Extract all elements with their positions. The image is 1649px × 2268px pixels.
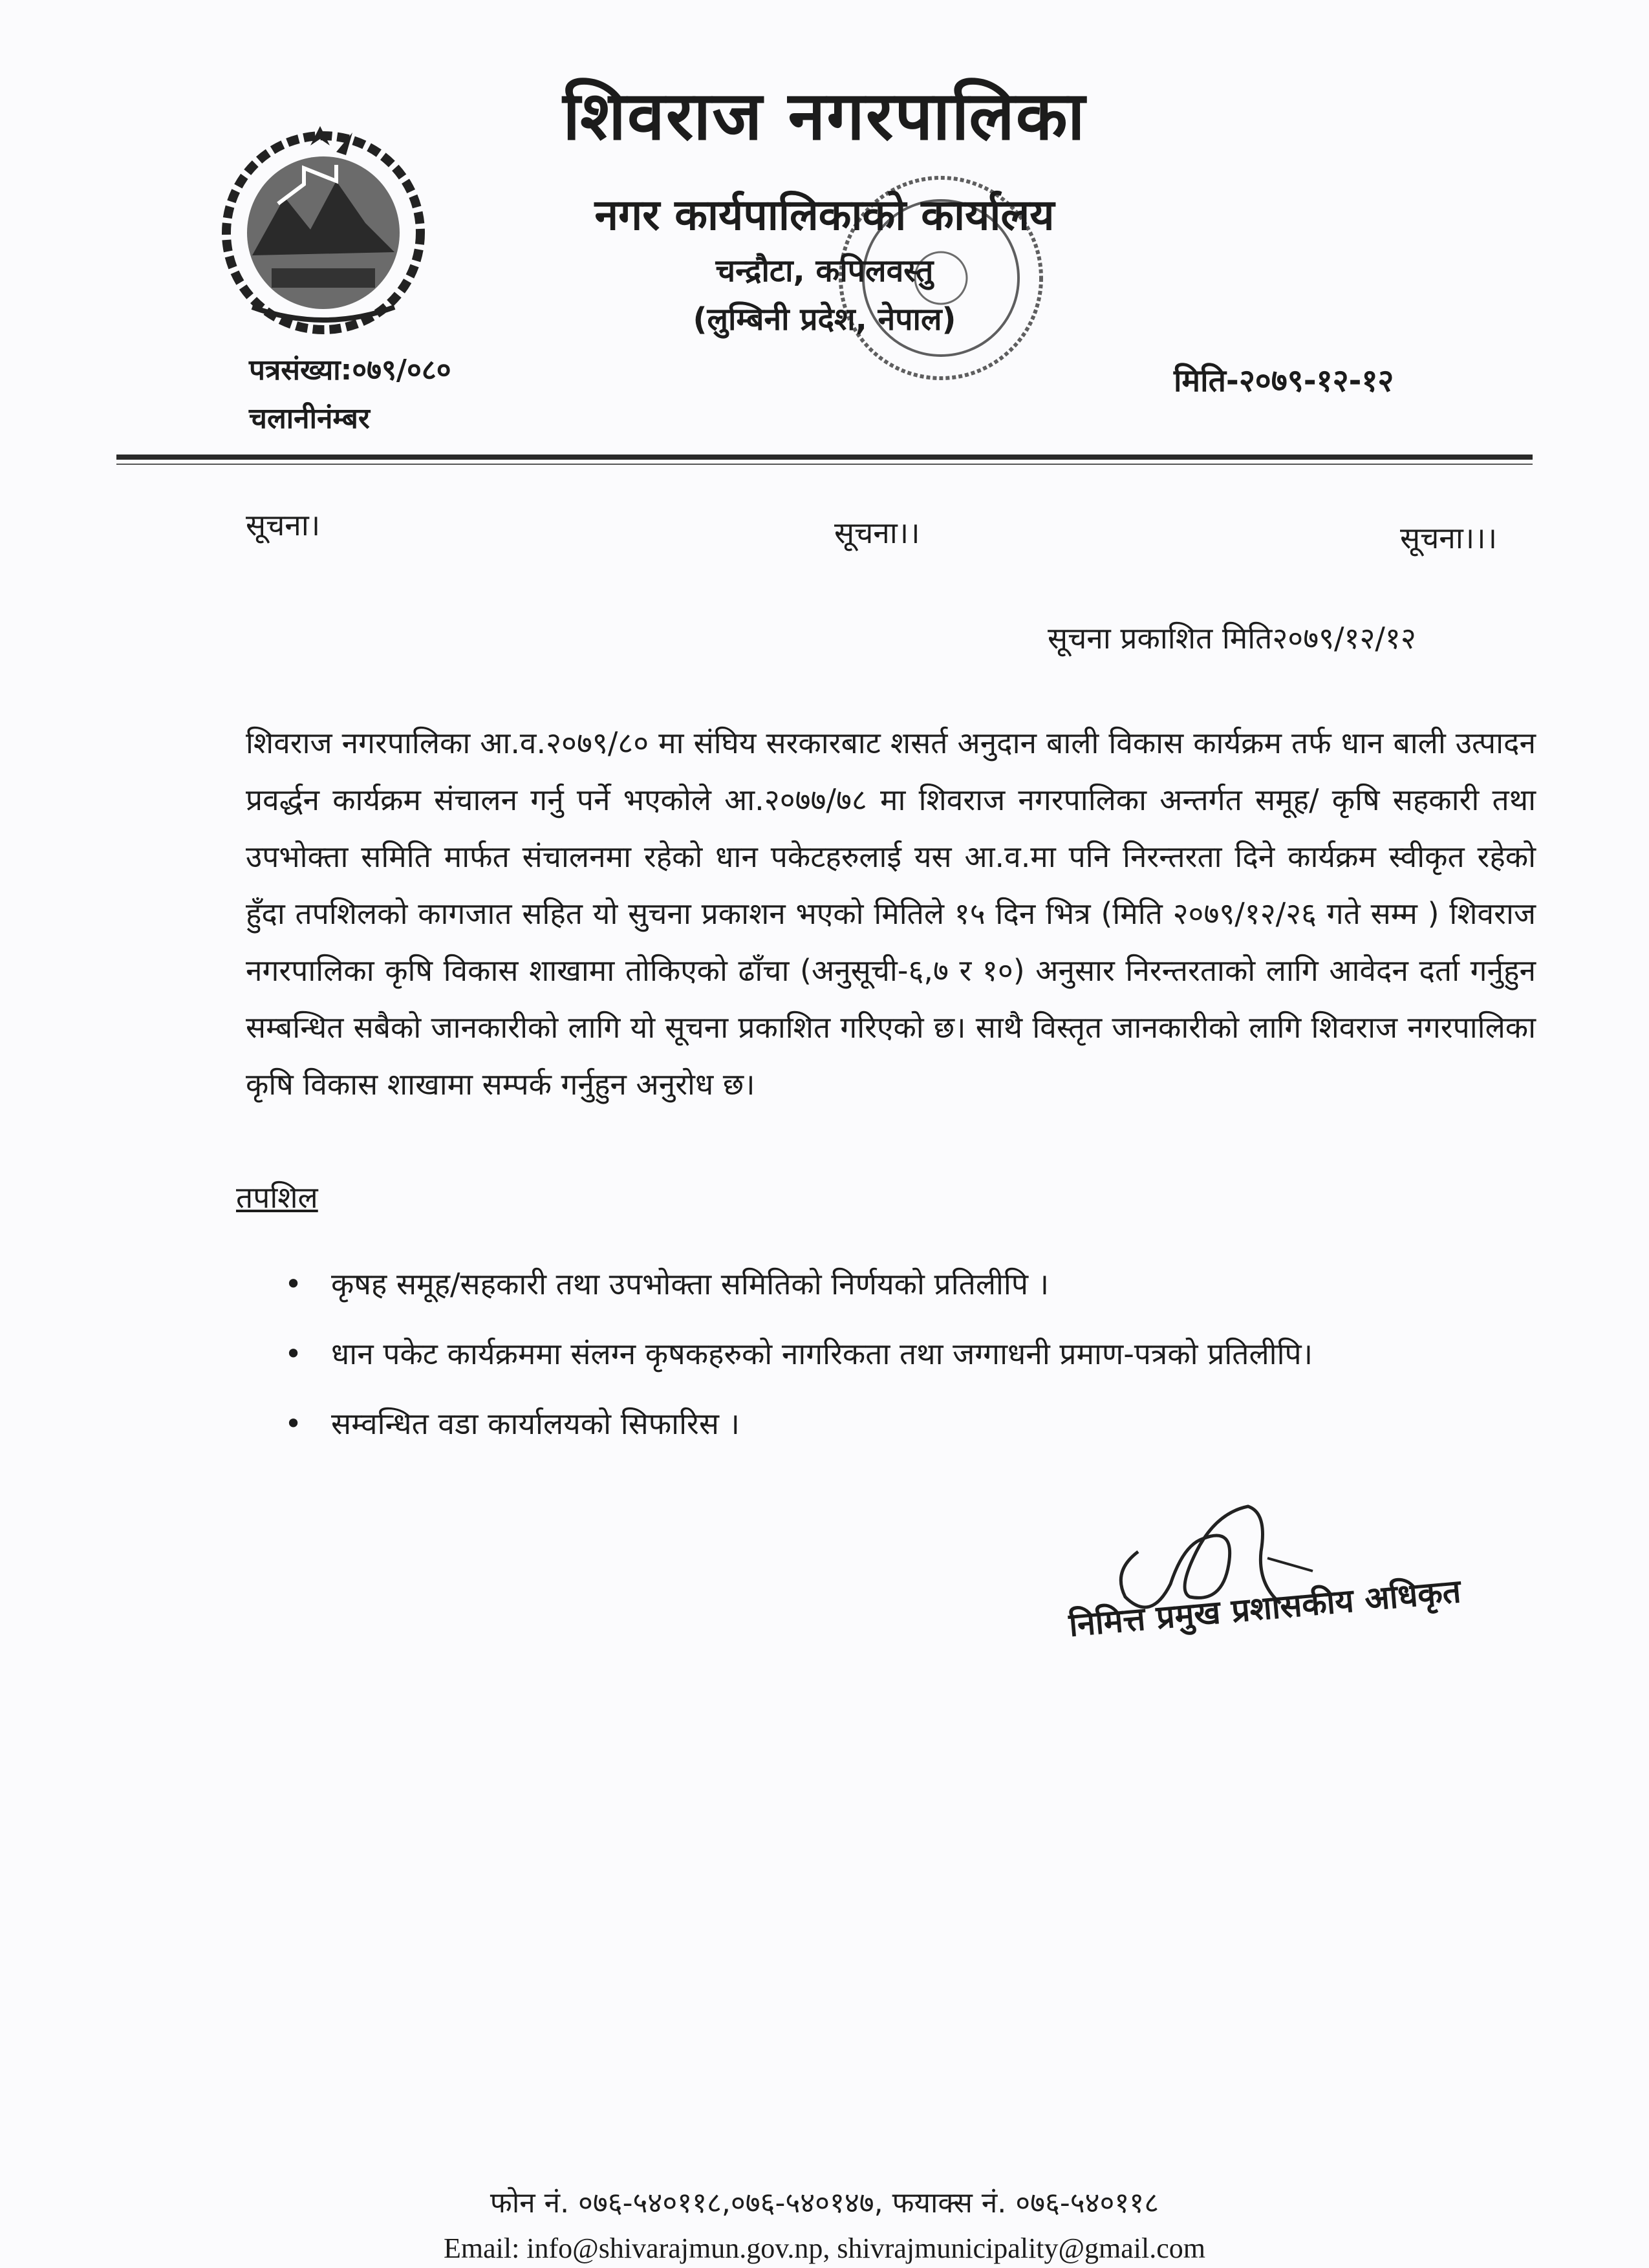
bullet-icon: • bbox=[285, 1406, 303, 1441]
signatory-title: निमित्त प्रमुख प्रशासकीय अधिकृत bbox=[1067, 1572, 1463, 1644]
notice-label-2: सूचना।। bbox=[834, 515, 920, 550]
notice-body: शिवराज नगरपालिका आ.व.२०७९/८० मा संघिय सरकारबाट शसर्त अनुदान बाली विकास कार्यक्रम तर्फ धान बाली उत्पादन प्रवर्द्धन कार्यक्रम संचालन गर्नु पर्ने भएकोले आ.२०७७/७८ मा शिवराज नगरपालिका अन्तर्गत समूह/ कृषि सहकारी तथा उपभोक्ता समिति मार्फत संचालनमा रहेको धान पकेटहरुलाई यस आ.व.मा पनि निरन्तरता दिने कार्यक्रम स्वीकृत रहेको हुँदा तपशिलको कागजात सहित यो सुचना प्रकाशन भएको मितिले १५ दिन भित्र (मिति २०७९/१२/२६ गते सम्म ) शिवराज नगरपालिका कृषि विकास शाखामा तोकिएको ढाँचा (अनुसूची-६,७ र १०) अनुसार निरन्तरताको लागि आवेदन दर्ता गर्नुहुन सम्बन्धित सबैको जानकारीको लागि यो सूचना प्रकाशित गरिएको छ। साथै विस्तृत जानकारीको लागि शिवराज नगरपालिका कृषि विकास शाखामा सम्पर्क गर्नुहुन अनुरोध छ। bbox=[246, 725, 1536, 1102]
header-divider bbox=[116, 455, 1533, 460]
list-item-text: धान पकेट कार्यक्रममा संलग्न कृषकहरुको नागरिकता तथा जग्गाधनी प्रमाण-पत्रको प्रतिलीपि। bbox=[331, 1336, 1313, 1371]
list-item-text: कृषह समूह/सहकारी तथा उपभोक्ता समितिको निर्णयको प्रतिलीपि । bbox=[331, 1267, 1050, 1301]
footer-email: Email: info@shivarajmun.gov.np, shivrajmunicipality@gmail.com bbox=[444, 2232, 1205, 2264]
office-address: चन्द्रौटा, कपिलवस्तु bbox=[715, 253, 934, 289]
required-documents-list bbox=[285, 1257, 1539, 1467]
schedule-heading: तपशिल bbox=[236, 1180, 318, 1215]
dispatch-number: चलानीनंम्बर bbox=[249, 402, 370, 435]
list-item-text: सम्वन्धित वडा कार्यालयको सिफारिस । bbox=[331, 1406, 740, 1441]
notice-label-1: सूचना। bbox=[246, 508, 321, 542]
letter-date: मिति-२०७९-१२-१२ bbox=[1174, 363, 1394, 399]
list-item bbox=[285, 1257, 1539, 1311]
office-name: नगर कार्यपालिकाको कार्यालय bbox=[594, 190, 1055, 240]
organization-name: शिवराज नगरपालिका bbox=[563, 76, 1086, 155]
letter-number: पत्रसंख्या:०७९/०८० bbox=[249, 354, 451, 387]
list-item bbox=[285, 1397, 1539, 1450]
published-date: सूचना प्रकाशित मिति२०७९/१२/१२ bbox=[1048, 621, 1416, 656]
list-item bbox=[285, 1327, 1539, 1380]
notice-label-3: सूचना।।। bbox=[1400, 520, 1498, 555]
footer-phone: फोन नं. ०७६-५४०११८,०७६-५४०१४७, फयाक्स नं. ०७६-५४०११८ bbox=[490, 2187, 1159, 2220]
office-province: (लुम्बिनी प्रदेश, नेपाल) bbox=[693, 301, 956, 337]
header-divider-thin bbox=[116, 464, 1533, 465]
bullet-icon: • bbox=[285, 1336, 303, 1371]
bullet-icon: • bbox=[285, 1267, 303, 1301]
